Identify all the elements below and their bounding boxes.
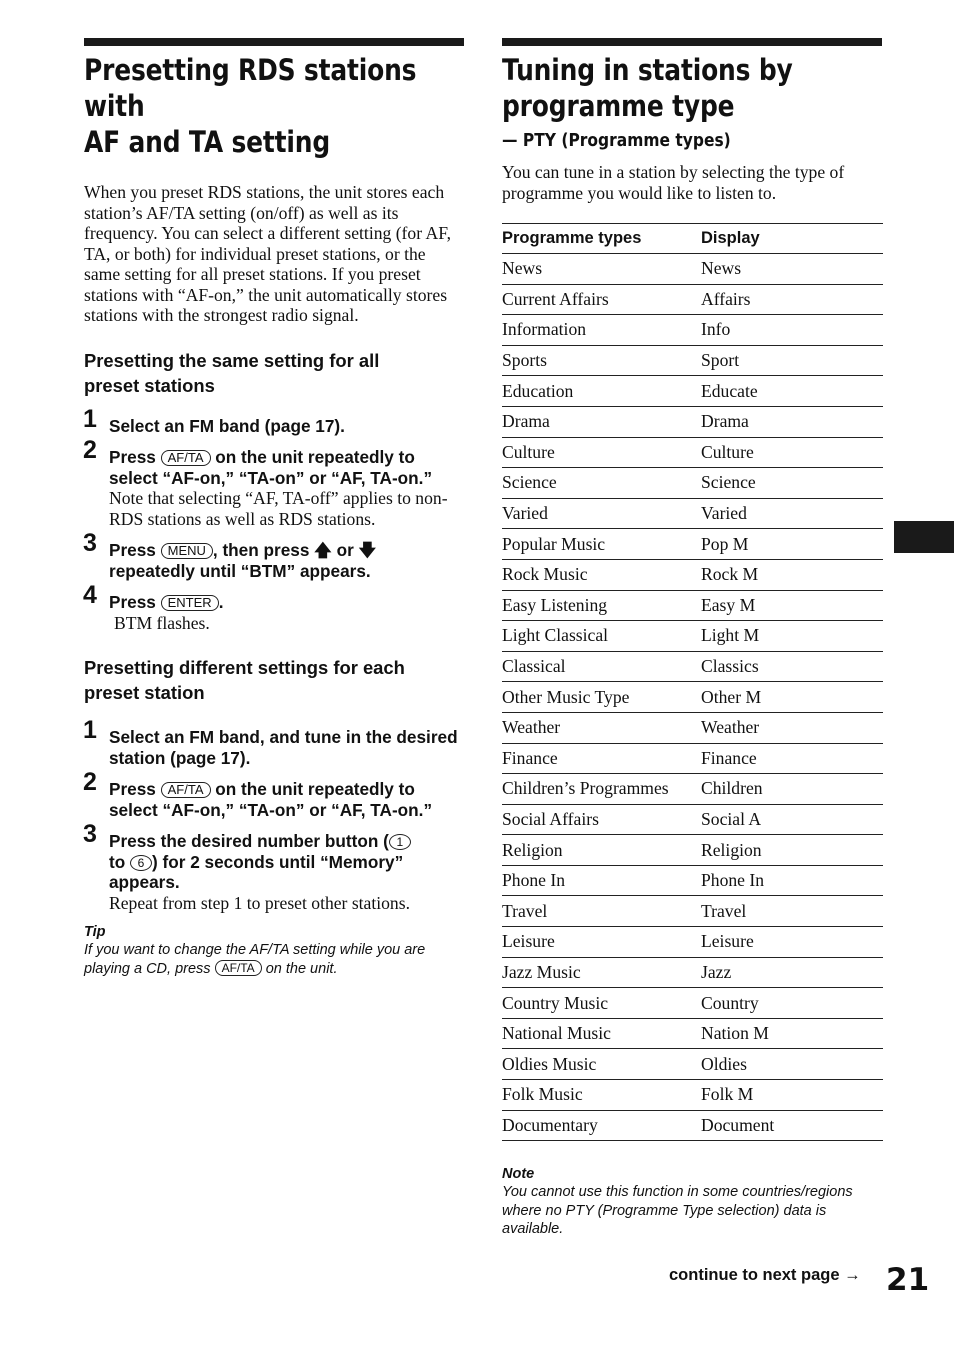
table-row [502,345,883,376]
display-cell: Info [701,315,883,346]
programme-type-cell: Leisure [502,927,701,958]
section-title: Presetting RDS stations with AF and TA setting [84,53,417,159]
step-3: 3 Press MENU , then press 🡅 or 🡇 repeatedly until “BTM” appears. [83,529,377,581]
table-header-row [502,224,883,254]
page-number: 21 [886,1262,930,1298]
step-note: Repeat from step 1 to preset other stations. [109,892,410,913]
tip-block [84,923,464,978]
af-ta-button-icon: AF/TA [161,782,211,798]
table-row [502,896,883,927]
display-cell: Drama [701,406,883,437]
programme-type-cell: Information [502,315,701,346]
display-cell: Travel [701,896,883,927]
programme-type-cell: Rock Music [502,559,701,590]
section-subtitle: — PTY (Programme types) [502,130,731,151]
programme-type-cell: Phone In [502,865,701,896]
step-number: 3 [83,820,97,848]
table-row [502,957,883,988]
subsection-heading-different-settings: Presetting different settings for each preset station [84,657,405,703]
step-2: 2 Press AF/TA on the unit repeatedly to select “AF-on,” “TA-on” or “AF, TA-on.” [83,768,433,820]
step-number: 1 [83,404,97,433]
step-3: 3 Press the desired number button ( 1 to 6 ) for 2 seconds until “Memory” appears. Repeat from step 1 to preset other stations. [84,831,464,913]
display-cell: Children [701,774,883,805]
intro-paragraph: When you preset RDS stations, the unit stores each station’s AF/TA setting (on/off) as well as its frequency. You can select a different setting (for AF, TA, or both) for individual preset stations, or the same setting for all preset stations. If you preset stations with “AF-on,” the unit automatically stores stations with the strongest radio signal. [84,182,451,325]
step-number: 2 [83,436,97,464]
table-row [502,743,883,774]
title-rule [84,38,464,46]
table-row [502,559,883,590]
step-1: 1 Select an FM band, and tune in the desired station (page 17). [83,716,458,768]
table-row [502,712,883,743]
display-cell: Jazz [701,957,883,988]
display-cell: Culture [701,437,883,468]
table-row [502,988,883,1019]
table-row [502,682,883,713]
programme-type-cell: Science [502,468,701,499]
display-cell: Easy M [701,590,883,621]
display-cell: Educate [701,376,883,407]
programme-type-cell: Classical [502,651,701,682]
step-1: 1 Select an FM band (page 17). [83,404,345,436]
tip-label: Tip [84,924,106,940]
pty-table [502,223,883,1141]
note-label: Note [502,1166,535,1183]
programme-type-cell: Travel [502,896,701,927]
step-4: 4 Press ENTER . BTM flashes. [84,592,464,633]
programme-type-cell: Drama [502,406,701,437]
step-number: 1 [83,716,97,744]
programme-type-cell: Current Affairs [502,284,701,315]
left-column [84,38,464,978]
column-header: Programme types [502,224,701,254]
step-number: 3 [83,529,97,557]
table-row [502,927,883,958]
table-row [502,498,883,529]
step-2: 2 Press AF/TA on the unit repeatedly to select “AF-on,” “TA-on” or “AF, TA-on.” Note that selecting “AF, TA-off” applies to non-RDS stations as well as RDS stations. [84,447,464,529]
table-row [502,1080,883,1111]
table-row [502,651,883,682]
tip-text: If you want to change the AF/TA setting while you are playing a CD, press AF/TA on the unit. [84,942,426,977]
table-row [502,590,883,621]
arrow-down-icon: 🡇 [358,540,377,560]
table-row [502,621,883,652]
table-row [502,406,883,437]
programme-type-cell: Children’s Programmes [502,774,701,805]
display-cell: Affairs [701,284,883,315]
table-row [502,1110,883,1141]
display-cell: Science [701,468,883,499]
display-cell: Weather [701,712,883,743]
programme-type-cell: Education [502,376,701,407]
programme-type-cell: Easy Listening [502,590,701,621]
display-cell: Finance [701,743,883,774]
display-cell: Document [701,1110,883,1141]
programme-type-cell: Documentary [502,1110,701,1141]
programme-type-cell: Sports [502,345,701,376]
step-note: BTM flashes. [114,612,210,633]
programme-type-cell: Culture [502,437,701,468]
programme-type-cell: Social Affairs [502,804,701,835]
note-text: You cannot use this function in some countries/regions where no PTY (Programme Type selection) data is available. [502,1184,853,1238]
display-cell: Varied [701,498,883,529]
display-cell: Religion [701,835,883,866]
display-cell: Country [701,988,883,1019]
display-cell: Other M [701,682,883,713]
menu-button-icon: MENU [161,543,213,559]
note-block [502,1165,882,1239]
intro-paragraph: You can tune in a station by selecting the type of programme you would like to listen to. [502,162,845,203]
table-row [502,468,883,499]
table-row [502,376,883,407]
table-row [502,529,883,560]
column-header: Display [701,224,883,254]
arrow-up-icon: 🡅 [314,540,332,560]
programme-type-cell: Popular Music [502,529,701,560]
table-row [502,437,883,468]
table-row [502,1049,883,1080]
programme-type-cell: Weather [502,712,701,743]
display-cell: News [701,254,883,285]
display-cell: Folk M [701,1080,883,1111]
display-cell: Oldies [701,1049,883,1080]
table-row [502,835,883,866]
step-number: 2 [83,768,97,796]
programme-type-cell: National Music [502,1018,701,1049]
table-row [502,254,883,285]
table-row [502,1018,883,1049]
programme-type-cell: Jazz Music [502,957,701,988]
programme-type-cell: News [502,254,701,285]
number-6-button-icon: 6 [130,855,152,871]
programme-type-cell: Folk Music [502,1080,701,1111]
section-title: Tuning in stations by programme type [502,53,793,123]
display-cell: Nation M [701,1018,883,1049]
af-ta-button-icon: AF/TA [215,960,262,976]
subsection-heading-same-setting: Presetting the same setting for all preset stations [84,349,380,396]
display-cell: Phone In [701,865,883,896]
programme-type-cell: Finance [502,743,701,774]
display-cell: Sport [701,345,883,376]
programme-type-cell: Oldies Music [502,1049,701,1080]
step-number: 4 [83,581,97,609]
table-row [502,804,883,835]
display-cell: Classics [701,651,883,682]
enter-button-icon: ENTER [161,595,219,611]
step-note: Note that selecting “AF, TA-off” applies to non-RDS stations as well as RDS stations. [109,488,448,529]
title-rule [502,38,882,46]
af-ta-button-icon: AF/TA [161,450,211,466]
display-cell: Light M [701,621,883,652]
programme-type-cell: Varied [502,498,701,529]
programme-type-cell: Religion [502,835,701,866]
display-cell: Pop M [701,529,883,560]
display-cell: Rock M [701,559,883,590]
number-1-button-icon: 1 [389,834,411,850]
table-row [502,315,883,346]
programme-type-cell: Country Music [502,988,701,1019]
table-row [502,284,883,315]
table-row [502,865,883,896]
display-cell: Social A [701,804,883,835]
display-cell: Leisure [701,927,883,958]
continue-label: continue to next page → [669,1266,861,1284]
right-column [502,38,882,1239]
page-tab-marker [894,521,954,553]
programme-type-cell: Light Classical [502,621,701,652]
table-row [502,774,883,805]
programme-type-cell: Other Music Type [502,682,701,713]
